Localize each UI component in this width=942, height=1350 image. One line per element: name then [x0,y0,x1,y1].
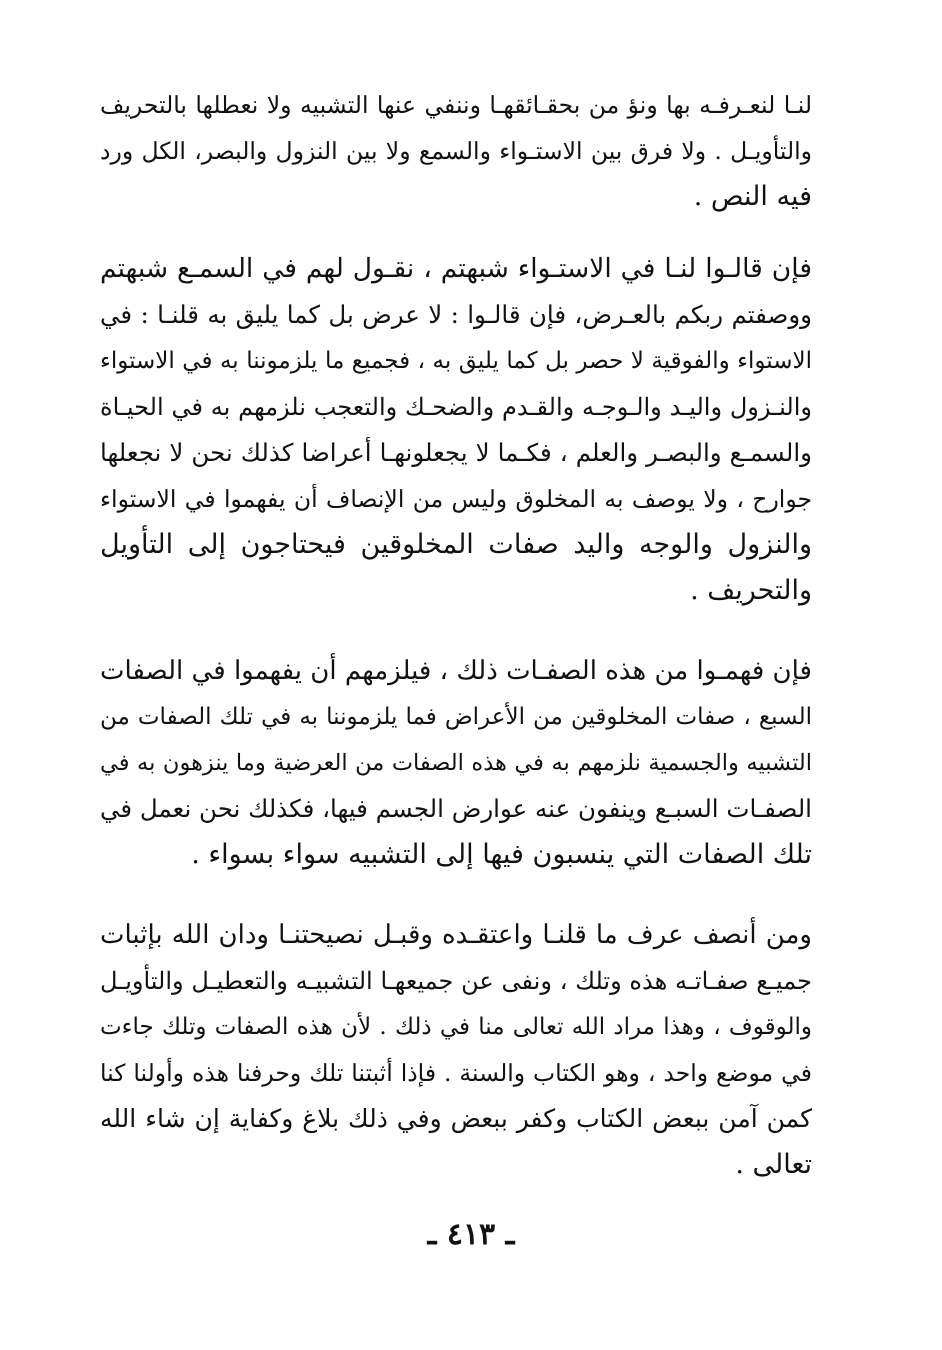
text-line: والوقوف ، وهذا مراد الله تعالى منا في ذلك . لأن هذه الصفات وتلك جاءت [100,1014,812,1040]
text-line: الصفـات السبـع وينفون عنه عوارض الجسم فيها، فكذلك نحن نعمل في [100,794,812,823]
text-line: فإن قالـوا لنـا في الاستـواء شبهتم ، نقـول لهم في السمـع شبهتم [100,253,812,284]
text-line: جوارح ، ولا يوصف به المخلوق وليس من الإنصاف أن يفهموا في الاستواء [100,485,812,513]
text-line: ومن أنصف عرف ما قلنـا واعتقـده وقبـل نصيحتنـا ودان الله بإثبات [100,920,812,950]
text-line: التشبيه والجسمية نلزمهم به في هذه الصفات من العرضية وما ينزهون به في [100,750,812,776]
text-line: والسمـع والبصـر والعلم ، فكـما لا يجعلونهـا أعراضا كذلك نحن لا نجعلها [100,438,812,467]
text-line: والتحريف . [690,575,812,606]
paragraph-3 [100,648,812,878]
text-line: فإن فهمـوا من هذه الصفـات ذلك ، فيلزمهم أن يفهموا في الصفات [100,656,812,686]
text-line: الاستواء والفوقية لا حصر بل كما يليق به ، فجميع ما يلزموننا به في الاستواء [100,348,812,374]
paragraph-2 [100,246,812,614]
text-line: تعالى . [735,1149,812,1180]
text-line: جميـع صفـاتـه هذه وتلك ، ونفى عن جميعهـا التشبيـه والتعطيـل والتأويـل [100,967,812,995]
text-line: تلك الصفات التي ينسبون فيها إلى التشبيه سواء بسواء . [191,839,812,870]
paragraph-4 [100,912,812,1188]
text-line: فيه النص . [693,181,812,212]
text-line: والنزول والوجه واليد صفات المخلوقين فيحتاجون إلى التأويل [100,529,812,560]
text-line: السبع ، صفات المخلوقين من الأعراض فما يلزموننا به في تلك الصفات من [100,704,812,730]
text-line: ووصفتم ربكم بالعـرض، فإن قالـوا : لا عرض بل كما يليق به قلنـا : في [100,300,812,329]
text-line: كمن آمن ببعض الكتاب وكفر ببعض وفي ذلك بلاغ وكفاية إن شاء الله [100,1104,812,1133]
text-line: والتأويـل . ولا فرق بين الاستـواء والسمع ولا بين النزول والبصر، الكل ورد [100,137,812,165]
text-line: في موضع واحد ، وهو الكتاب والسنة . فإذا أثبتنا تلك وحرفنا هذه وأولنا كنا [100,1059,812,1087]
text-line: والنـزول واليـد والـوجـه والقـدم والضحـك والتعجب نلزمهم به في الحيـاة [100,393,812,421]
page-number: ـ ٤١٣ ـ [427,1217,515,1252]
paragraph-1 [100,82,812,220]
text-line: لنـا لنعـرفـه بها ونؤ من بحقـائقهـا وننفي عنها التشبيه ولا نعطلها بالتحريف [100,91,812,119]
